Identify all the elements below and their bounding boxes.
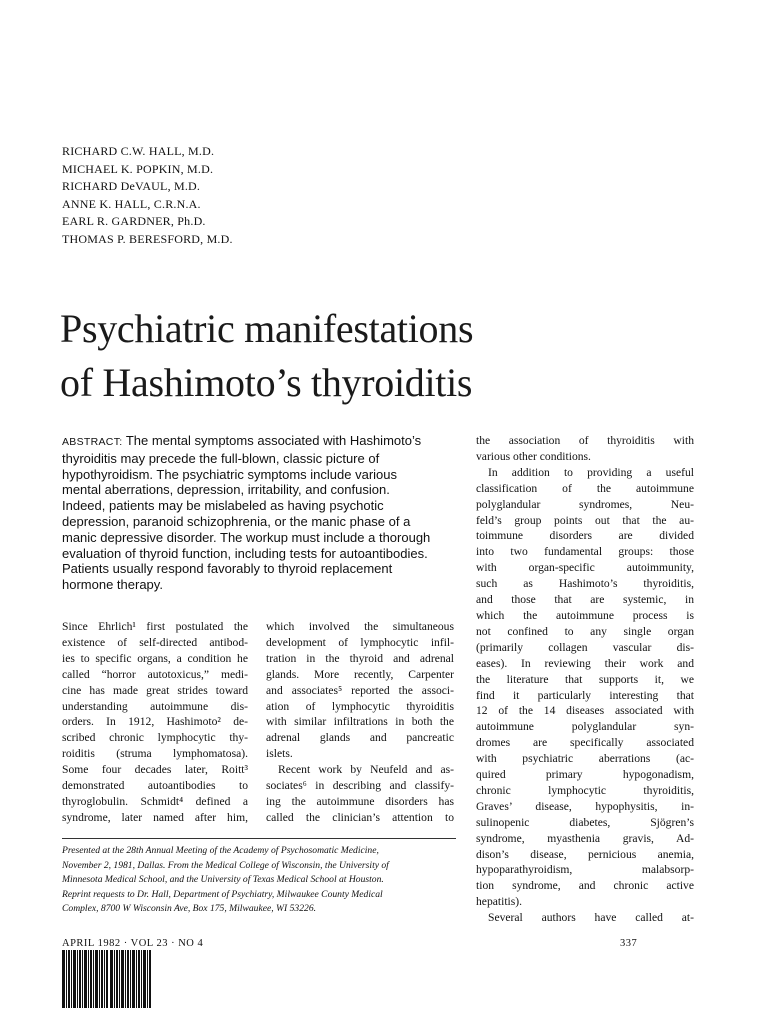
author-name: ANNE K. HALL, C.R.N.A. bbox=[62, 196, 201, 211]
body-line: with psychiatric aberrations (ac- bbox=[476, 752, 694, 766]
footnote-line: Presented at the 28th Annual Meeting of the Academy of Psychosomatic Medicine, bbox=[62, 845, 379, 856]
body-line: glands. More recently, Carpenter bbox=[266, 667, 454, 681]
body-line: which the autoimmune process is bbox=[476, 608, 694, 622]
abstract-line: evaluation of thyroid function, including tests for autoantibodies. bbox=[62, 545, 428, 561]
author-name: RICHARD DeVAUL, M.D. bbox=[62, 179, 201, 193]
abstract-label: ABSTRACT: bbox=[62, 436, 123, 448]
body-line: find it particularly interesting that bbox=[476, 688, 694, 702]
body-line: the literature that supports it, we bbox=[476, 672, 694, 686]
footnote-line: Reprint requests to Dr. Hall, Department of Psychiatry, Milwaukee County Medical bbox=[62, 888, 383, 900]
body-line: Several authors have called at- bbox=[488, 911, 694, 925]
body-line: Some four decades later, Roitt³ bbox=[62, 763, 248, 777]
abstract-line: mental aberrations, depression, irritability, and confusion. bbox=[62, 482, 390, 498]
body-line: various other conditions. bbox=[476, 449, 591, 463]
body-line: orders. In 1912, Hashimoto² de- bbox=[62, 715, 248, 729]
body-line: roiditis (struma lymphomatosa). bbox=[62, 747, 248, 761]
body-line: toimmune disorders are divided bbox=[476, 529, 694, 543]
abstract-line: manic depressive disorder. The workup must include a thorough bbox=[62, 529, 431, 545]
body-line: chronic lymphocytic thyroiditis, bbox=[476, 783, 694, 797]
body-line: syndrome, later named after him, bbox=[62, 810, 248, 824]
body-line: classification of the autoimmune bbox=[476, 481, 694, 495]
body-line: Since Ehrlich¹ first postulated the bbox=[62, 620, 248, 633]
abstract-line: hypothyroidism. The psychiatric symptoms include various bbox=[62, 466, 398, 482]
body-line: with similar infiltrations in both the bbox=[266, 715, 454, 729]
abstract-line: depression, paranoid schizophrenia, or the manic phase of a bbox=[62, 513, 411, 529]
body-line: syndrome, myasthenia gravis, Ad- bbox=[476, 831, 694, 845]
body-line: the association of thyroiditis with bbox=[476, 434, 694, 447]
body-line: such as Hashimoto’s thyroiditis, bbox=[476, 577, 694, 591]
body-line: not confined to any single organ bbox=[476, 624, 694, 638]
journal-issue-line: APRIL 1982 · VOL 23 · NO 4 bbox=[62, 938, 204, 949]
body-line: dison’s disease, pernicious anemia, bbox=[476, 847, 694, 861]
page-number: 337 bbox=[620, 938, 638, 949]
body-line: sulinopenic diabetes, Sjögren’s bbox=[476, 815, 694, 829]
author-name: MICHAEL K. POPKIN, M.D. bbox=[62, 161, 214, 176]
body-line: ation of lymphocytic thyroiditis bbox=[266, 699, 454, 713]
body-line: demonstrated autoantibodies to bbox=[62, 779, 248, 793]
footnote-line: Minnesota Medical School, and the University of Texas Medical School at Houston. bbox=[62, 874, 384, 886]
footnote bbox=[62, 844, 458, 917]
body-line: autoimmune polyglandular syn- bbox=[476, 720, 694, 734]
body-column-1 bbox=[62, 619, 248, 826]
body-line: hepatitis). bbox=[476, 895, 523, 909]
body-line: which involved the simultaneous bbox=[266, 620, 454, 633]
body-line: called “horror autotoxicus,” medi- bbox=[62, 667, 248, 681]
abstract-line: Patients usually respond favorably to thyroid replacement bbox=[62, 561, 393, 577]
body-line: cine has made great strides toward bbox=[62, 683, 248, 697]
body-line: scribed chronic lymphocytic thy- bbox=[62, 731, 248, 745]
author-name: RICHARD C.W. HALL, M.D. bbox=[62, 144, 215, 158]
body-line: ing the autoimmune disorders has bbox=[266, 794, 454, 808]
body-line: development of lymphocytic infil- bbox=[266, 635, 454, 649]
body-line: dromes are specifically associated bbox=[476, 736, 694, 750]
body-line: Recent work by Neufeld and as- bbox=[278, 763, 454, 777]
body-line: and associates⁵ reported the associ- bbox=[266, 683, 454, 697]
body-line: In addition to providing a useful bbox=[488, 465, 694, 479]
body-line: sociates⁶ in describing and classify- bbox=[266, 779, 454, 793]
author-list bbox=[62, 143, 233, 248]
abstract-line: Indeed, patients may be mislabeled as having psychotic bbox=[62, 498, 384, 514]
body-line: thyroglobulin. Schmidt⁴ defined a bbox=[62, 794, 248, 808]
body-line: ies to specific organs, a condition he bbox=[62, 651, 248, 665]
abstract-line: The mental symptoms associated with Hashimoto’s bbox=[125, 433, 422, 448]
body-line: existence of self-directed antibod- bbox=[62, 635, 248, 649]
barcode-graphic bbox=[62, 950, 152, 1008]
footnote-divider bbox=[62, 838, 456, 839]
body-line: called the clinician’s attention to bbox=[266, 810, 454, 824]
article-title bbox=[60, 302, 473, 410]
body-line: hypoparathyroidism, malabsorp- bbox=[476, 863, 694, 877]
body-line: understanding autoimmune dis- bbox=[62, 699, 248, 713]
body-line: feld’s group points out that the au- bbox=[476, 513, 694, 527]
body-line: with organ-specific autoimmunity, bbox=[476, 561, 694, 575]
body-line: quired primary hypogonadism, bbox=[476, 768, 694, 782]
body-line: islets. bbox=[266, 747, 293, 761]
author-name: EARL R. GARDNER, Ph.D. bbox=[62, 214, 206, 228]
body-line: eases). In reviewing their work and bbox=[476, 656, 694, 670]
body-line: tion syndrome, and chronic active bbox=[476, 879, 694, 893]
body-line: into two fundamental groups: those bbox=[476, 545, 694, 559]
article-title-line: of Hashimoto’s thyroiditis bbox=[60, 360, 473, 405]
body-column-3 bbox=[476, 433, 694, 926]
author-name: THOMAS P. BERESFORD, M.D. bbox=[62, 231, 233, 246]
body-column-2 bbox=[266, 619, 454, 826]
abstract-line: thyroiditis may precede the full-blown, classic picture of bbox=[62, 450, 380, 466]
body-line: polyglandular syndromes, Neu- bbox=[476, 497, 694, 511]
body-line: adrenal glands and pancreatic bbox=[266, 731, 454, 745]
abstract bbox=[62, 433, 452, 593]
abstract-line: hormone therapy. bbox=[62, 577, 163, 593]
body-line: Graves’ disease, hypophysitis, in- bbox=[476, 799, 694, 813]
footnote-line: Complex, 8700 W Wisconsin Ave, Box 175, Milwaukee, WI 53226. bbox=[62, 903, 317, 915]
body-line: and those that are systemic, in bbox=[476, 593, 694, 607]
body-line: (primarily collagen vascular dis- bbox=[476, 640, 694, 654]
body-line: tration in the thyroid and adrenal bbox=[266, 651, 454, 665]
footnote-line: November 2, 1981, Dallas. From the Medical College of Wisconsin, the University of bbox=[62, 859, 389, 871]
body-line: 12 of the 14 diseases associated with bbox=[476, 704, 694, 718]
article-title-line: Psychiatric manifestations bbox=[60, 306, 474, 351]
